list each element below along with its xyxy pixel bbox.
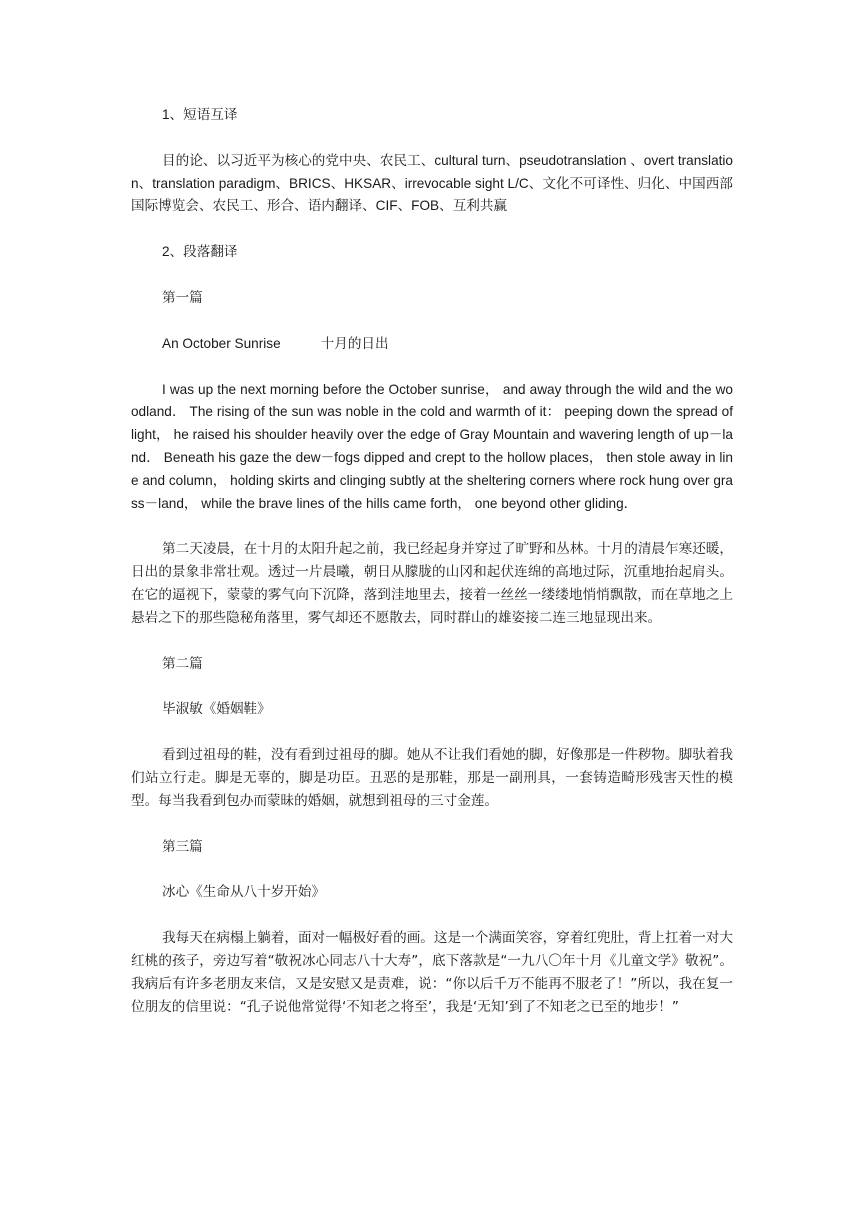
- passage-title-2: 毕淑敏《婚姻鞋》: [162, 701, 271, 717]
- part-label-1: 第一篇: [162, 289, 203, 305]
- section-heading-phrases: 1、短语互译: [162, 107, 238, 122]
- passage-2-text: 看到过祖母的鞋，没有看到过祖母的脚。她从不让我们看她的脚，好像那是一件秽物。脚驮着我们站立行走。脚是无辜的，脚是功臣。丑恶的是那鞋，那是一副刑具，一套铸造畸形残害天性的模型。每当我看到包办而蒙昧的婚姻，就想到祖母的三寸金莲。: [131, 747, 733, 809]
- passage-1-english: I was up the next morning before the October sunrise， and away through the wild and the woodland． The rising of the sun was noble in the cold and warmth of it： peeping down the spread of light， he raised his shoulder heavily over the edge of Gray Mountain and wavering length of up－land． Beneath his gaze the dew－fogs dipped and crept to the hollow places， then stole away in line and column， holding skirts and clinging subtly at the sheltering corners where rock hung over grass－land， while the brave lines of the hills came forth， one beyond other gliding．: [131, 381, 733, 511]
- passage-3-text: 我每天在病榻上躺着，面对一幅极好看的画。这是一个满面笑容，穿着红兜肚，背上扛着一对大红桃的孩子，旁边写着“敬祝冰心同志八十大寿”，底下落款是“一九八〇年十月《儿童文学》敬祝”。我病后有许多老朋友来信，又是安慰又是责难，说：“你以后千万不能再不服老了！”所以，我在复一位朋友的信里说：“孔子说他常觉得‘不知老之将至’，我是‘无知’到了不知老之已至的地步！”: [131, 930, 733, 1015]
- passage-title-3: 冰心《生命从八十岁开始》: [162, 884, 326, 900]
- part-label-3: 第三篇: [162, 838, 203, 854]
- part-label-2: 第二篇: [162, 655, 203, 671]
- section-heading-paragraphs: 2、段落翻译: [162, 244, 238, 260]
- passage-title-1: [131, 333, 733, 356]
- passage-title-1-cn: 十月的日出: [320, 335, 389, 351]
- passage-1-chinese: 第二天凌晨，在十月的太阳升起之前，我已经起身并穿过了旷野和丛林。十月的清晨乍寒还暖，日出的景象非常壮观。透过一片晨曦，朝日从朦胧的山冈和起伏连绵的高地过际，沉重地抬起肩头。在它的逼视下，蒙蒙的雾气向下沉降，落到洼地里去，接着一丝丝一缕缕地悄悄飘散，而在草地之上悬岩之下的那些隐秘角落里，雾气却还不愿散去，同时群山的雄姿接二连三地显现出来。: [131, 541, 733, 626]
- phrase-list: 目的论、以习近平为核心的党中央、农民工、cultural turn、pseudotranslation 、overt translation、translation paradigm、BRICS、HKSAR、irrevocable sight L/C、文化不可译性、归化、中国西部国际博览会、农民工、形合、语内翻译、CIF、FOB、互利共赢: [131, 152, 733, 214]
- passage-title-1-en: An October Sunrise: [162, 335, 281, 351]
